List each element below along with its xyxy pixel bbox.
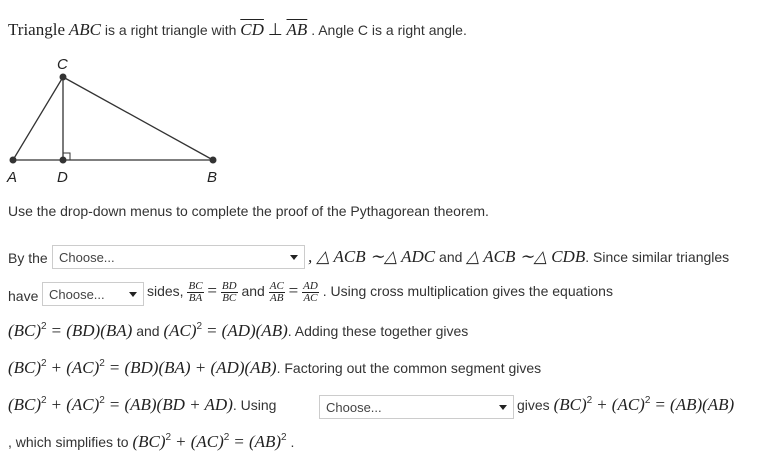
triangle-abc: ABC [68, 20, 101, 39]
line5-right: gives (BC)$^2$ + (AC)$^2$ = (AB)(AB) [517, 395, 735, 414]
line2-rest [147, 281, 613, 304]
intro-text: is a right triangle with [104, 22, 237, 38]
point-d [60, 157, 67, 164]
line6: , which simplifies to (BC)$^2$ + (AC)$^2$ = (AB)$^2$ . [8, 432, 295, 451]
line3: (BC)$^2$ = (BD)(BA) and (AC)$^2$ = (AD)(AB). Adding these together gives [8, 321, 469, 340]
line4-tail: . Factoring out the common segment gives [276, 360, 542, 376]
fraction-bc-ba: $\frac{BC}{BA}$ [188, 280, 203, 304]
line5-left: (BC)$^2$ + (AC)$^2$ = (AB)(BD + AD). Using [8, 395, 277, 414]
line1-and: and [439, 249, 463, 265]
dropdown-theorem-value: Choose... [59, 250, 115, 265]
dropdown-theorem[interactable] [52, 245, 305, 269]
perp-symbol: ⊥ [267, 20, 283, 39]
line3-and: and [136, 323, 160, 339]
dropdown-property[interactable] [319, 395, 514, 419]
label-c: C [57, 56, 68, 73]
line3-tail: . Adding these together gives [287, 323, 469, 339]
line1-rest [308, 247, 729, 267]
fraction-ac-ab: $\frac{AC}{AB}$ [269, 280, 284, 304]
fraction-ad-ac: $\frac{AD}{AC}$ [303, 280, 318, 304]
angle-c-text: . Angle C is a right angle. [311, 22, 467, 38]
segment-cd: $\overline{CD}$ [240, 20, 264, 39]
dropdown-property-value: Choose... [326, 400, 382, 415]
dropdown-sides-value: Choose... [49, 287, 105, 302]
line4: (BC)$^2$ + (AC)$^2$ = (BD)(BA) + (AD)(AB). Factoring out the common segment gives [8, 358, 542, 377]
line6-end: . [290, 434, 295, 450]
line1-tail: . Since similar triangles [585, 249, 730, 265]
line2-sides: sides, [147, 283, 184, 300]
chevron-down-icon [129, 292, 137, 297]
equals-sign: = [207, 281, 218, 301]
line6-lead: , which simplifies to [8, 434, 129, 450]
eq2-lhs: (AC) [163, 321, 197, 340]
chevron-down-icon [290, 255, 298, 260]
fraction-bd-bc: $\frac{BD}{BC}$ [221, 280, 237, 304]
triangle-figure [0, 50, 230, 190]
instruction-text: Use the drop-down menus to complete the proof of the Pythagorean theorem. [8, 203, 489, 219]
line1-by-the: By the [8, 250, 48, 266]
similarity-2: △ ACB ∼△ CDB [466, 247, 586, 266]
line2-tail: . Using cross multiplication gives the equations [322, 283, 613, 300]
similarity-1: , △ ACB ∼△ ADC [308, 247, 436, 266]
dropdown-sides[interactable] [42, 282, 144, 306]
line2-and: and [241, 283, 265, 300]
segment-ab: $\overline{AB}$ [286, 20, 308, 39]
line2-have: have [8, 288, 39, 304]
eq1-lhs: (BC) [8, 321, 42, 340]
label-d: D [57, 169, 68, 186]
label-a: A [7, 169, 18, 186]
label-b: B [207, 169, 218, 186]
eq1-rhs: = (BD)(BA) [50, 321, 133, 340]
triangle-word: Triangle [8, 20, 65, 39]
equals-sign: = [288, 281, 299, 301]
side-cb [63, 77, 213, 160]
point-c [60, 74, 67, 81]
line5-using: . Using [232, 397, 277, 413]
chevron-down-icon [499, 405, 507, 410]
intro-line [8, 20, 467, 40]
point-a [10, 157, 17, 164]
line5-gives: gives [517, 397, 550, 413]
eq2-rhs: = (AD)(AB) [205, 321, 288, 340]
side-ca [13, 77, 63, 160]
point-b [210, 157, 217, 164]
